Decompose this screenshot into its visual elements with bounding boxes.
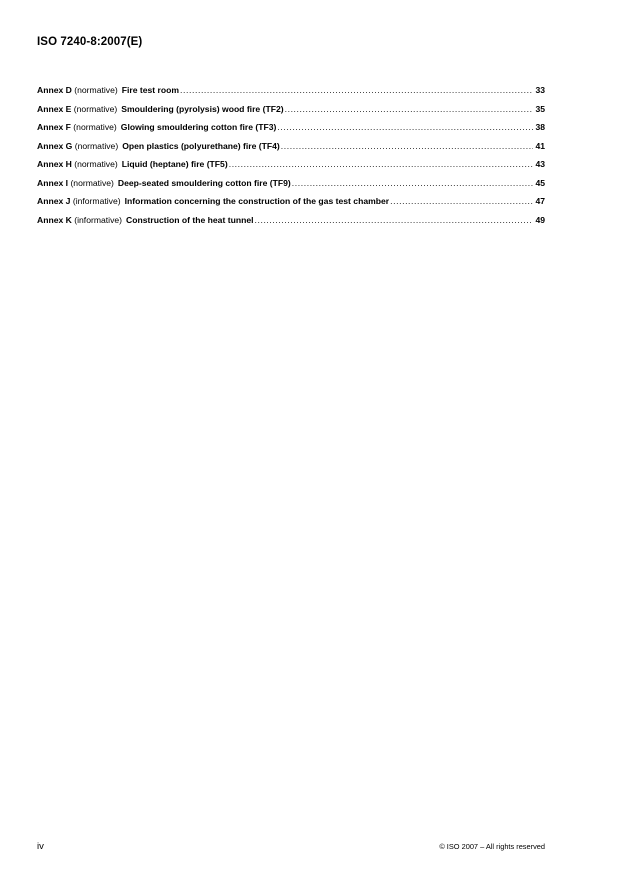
annex-kind: (normative) xyxy=(74,140,119,151)
dot-leader xyxy=(180,85,533,95)
toc-entry-annex-i[interactable] xyxy=(37,178,545,197)
toc-entry-label xyxy=(37,178,291,188)
toc-page-number: 43 xyxy=(535,159,545,169)
dot-leader xyxy=(281,141,534,151)
toc-page-number: 49 xyxy=(535,214,545,225)
toc-entry-label xyxy=(37,85,179,95)
annex-title: Fire test room xyxy=(121,85,180,95)
annex-kind: (informative) xyxy=(74,214,123,225)
document-header-title: ISO 7240-8:2007(E) xyxy=(37,36,143,48)
dot-leader xyxy=(254,215,533,225)
toc-entry-annex-d[interactable] xyxy=(37,85,545,104)
annex-kind: (informative) xyxy=(72,196,121,206)
annex-title: Information concerning the construction of the gas test chamber xyxy=(124,196,390,206)
annex-kind: (normative) xyxy=(74,85,118,95)
annex-number: Annex J xyxy=(37,196,71,206)
annex-title: Construction of the heat tunnel xyxy=(126,214,254,225)
annex-number: Annex H xyxy=(37,159,72,169)
toc-entry-annex-k[interactable] xyxy=(37,215,545,234)
annex-kind: (normative) xyxy=(70,177,114,188)
annex-kind: (normative) xyxy=(74,159,118,169)
annex-title: Glowing smouldering cotton fire (TF3) xyxy=(120,122,277,132)
toc-page-number: 33 xyxy=(535,85,545,95)
toc-entry-label xyxy=(37,122,276,132)
annex-number: Annex K xyxy=(37,214,72,225)
toc-page-number: 47 xyxy=(535,196,545,206)
toc-page-number: 41 xyxy=(535,140,545,151)
annex-number: Annex I xyxy=(37,177,69,188)
toc-entry-label xyxy=(37,141,280,151)
toc-entry-label xyxy=(37,215,253,225)
toc-page-number: 35 xyxy=(535,103,545,114)
annex-title: Liquid (heptane) fire (TF5) xyxy=(121,159,228,169)
dot-leader xyxy=(390,196,533,206)
table-of-contents xyxy=(37,85,545,233)
annex-title: Deep-seated smouldering cotton fire (TF9) xyxy=(117,177,291,188)
dot-leader xyxy=(292,178,534,188)
toc-entry-label xyxy=(37,104,284,114)
footer-page-number: iv xyxy=(37,841,44,852)
toc-entry-annex-e[interactable] xyxy=(37,104,545,123)
toc-entry-annex-j[interactable] xyxy=(37,196,545,215)
annex-title: Open plastics (polyurethane) fire (TF4) xyxy=(122,140,280,151)
annex-number: Annex F xyxy=(37,122,71,132)
dot-leader xyxy=(229,159,534,169)
toc-page-number: 38 xyxy=(535,122,545,132)
toc-page-number: 45 xyxy=(535,177,545,188)
toc-entry-annex-h[interactable] xyxy=(37,159,545,178)
toc-entry-annex-g[interactable] xyxy=(37,141,545,160)
dot-leader xyxy=(285,104,534,114)
annex-title: Smouldering (pyrolysis) wood fire (TF2) xyxy=(121,103,284,114)
annex-number: Annex G xyxy=(37,140,73,151)
toc-entry-annex-f[interactable] xyxy=(37,122,545,141)
annex-kind: (normative) xyxy=(73,122,117,132)
toc-entry-label xyxy=(37,196,389,206)
annex-kind: (normative) xyxy=(73,103,118,114)
annex-number: Annex E xyxy=(37,103,72,114)
annex-number: Annex D xyxy=(37,85,72,95)
dot-leader xyxy=(277,122,533,132)
toc-entry-label xyxy=(37,159,228,169)
footer-copyright: © ISO 2007 – All rights reserved xyxy=(439,842,545,851)
